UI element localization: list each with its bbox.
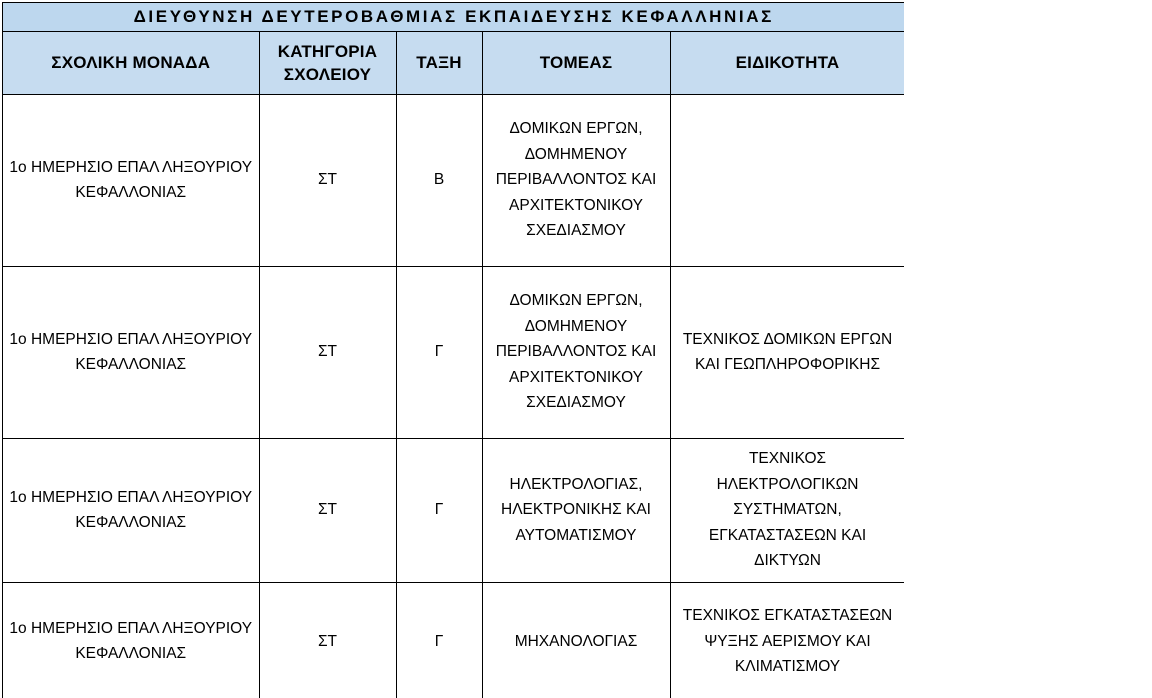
cell-specialty[interactable]: ΤΕΧΝΙΚΟΣ ΔΟΜΙΚΩΝ ΕΡΓΩΝ ΚΑΙ ΓΕΩΠΛΗΡΟΦΟΡΙΚΗΣ xyxy=(670,266,904,438)
cell-sector[interactable]: ΔΟΜΙΚΩΝ ΕΡΓΩΝ, ΔΟΜΗΜΕΝΟΥ ΠΕΡΙΒΑΛΛΟΝΤΟΣ ΚΑΙ ΑΡΧΙΤΕΚΤΟΝΙΚΟΥ ΣΧΕΔΙΑΣΜΟΥ xyxy=(482,94,670,266)
header-sector[interactable]: ΤΟΜΕΑΣ xyxy=(482,31,670,94)
cell-school[interactable]: 1ο ΗΜΕΡΗΣΙΟ ΕΠΑΛ ΛΗΞΟΥΡΙΟΥ ΚΕΦΑΛΛΟΝΙΑΣ xyxy=(3,582,259,698)
header-class[interactable]: ΤΑΞΗ xyxy=(396,31,482,94)
table-row xyxy=(3,94,904,266)
cell-specialty[interactable] xyxy=(670,94,904,266)
header-specialty[interactable]: ΕΙΔΙΚΟΤΗΤΑ xyxy=(670,31,904,94)
cell-sector[interactable]: ΗΛΕΚΤΡΟΛΟΓΙΑΣ, ΗΛΕΚΤΡΟΝΙΚΗΣ ΚΑΙ ΑΥΤΟΜΑΤΙΣΜΟΥ xyxy=(482,438,670,582)
cell-class[interactable]: Β xyxy=(396,94,482,266)
table-title[interactable]: ΔΙΕΥΘΥΝΣΗ ΔΕΥΤΕΡΟΒΑΘΜΙΑΣ ΕΚΠΑΙΔΕΥΣΗΣ ΚΕΦΑΛΛΗΝΙΑΣ xyxy=(3,3,904,31)
cell-school[interactable]: 1ο ΗΜΕΡΗΣΙΟ ΕΠΑΛ ΛΗΞΟΥΡΙΟΥ ΚΕΦΑΛΛΟΝΙΑΣ xyxy=(3,266,259,438)
header-row xyxy=(3,31,904,94)
cell-sector[interactable]: ΔΟΜΙΚΩΝ ΕΡΓΩΝ, ΔΟΜΗΜΕΝΟΥ ΠΕΡΙΒΑΛΛΟΝΤΟΣ ΚΑΙ ΑΡΧΙΤΕΚΤΟΝΙΚΟΥ ΣΧΕΔΙΑΣΜΟΥ xyxy=(482,266,670,438)
spreadsheet-table-container xyxy=(2,2,904,698)
header-school[interactable]: ΣΧΟΛΙΚΗ ΜΟΝΑΔΑ xyxy=(3,31,259,94)
table-row xyxy=(3,438,904,582)
cell-school[interactable]: 1ο ΗΜΕΡΗΣΙΟ ΕΠΑΛ ΛΗΞΟΥΡΙΟΥ ΚΕΦΑΛΛΟΝΙΑΣ xyxy=(3,94,259,266)
cell-specialty[interactable]: ΤΕΧΝΙΚΟΣ ΕΓΚΑΤΑΣΤΑΣΕΩΝ ΨΥΞΗΣ ΑΕΡΙΣΜΟΥ ΚΑΙ ΚΛΙΜΑΤΙΣΜΟΥ xyxy=(670,582,904,698)
table-row xyxy=(3,582,904,698)
table-row xyxy=(3,266,904,438)
header-category[interactable]: ΚΑΤΗΓΟΡΙΑ ΣΧΟΛΕΙΟΥ xyxy=(259,31,396,94)
cell-category[interactable]: ΣΤ xyxy=(259,582,396,698)
cell-specialty[interactable]: ΤΕΧΝΙΚΟΣ ΗΛΕΚΤΡΟΛΟΓΙΚΩΝ ΣΥΣΤΗΜΑΤΩΝ, ΕΓΚΑΤΑΣΤΑΣΕΩΝ ΚΑΙ ΔΙΚΤΥΩΝ xyxy=(670,438,904,582)
title-row xyxy=(3,3,904,31)
cell-school[interactable]: 1ο ΗΜΕΡΗΣΙΟ ΕΠΑΛ ΛΗΞΟΥΡΙΟΥ ΚΕΦΑΛΛΟΝΙΑΣ xyxy=(3,438,259,582)
cell-category[interactable]: ΣΤ xyxy=(259,266,396,438)
cell-category[interactable]: ΣΤ xyxy=(259,94,396,266)
cell-sector[interactable]: ΜΗΧΑΝΟΛΟΓΙΑΣ xyxy=(482,582,670,698)
cell-category[interactable]: ΣΤ xyxy=(259,438,396,582)
cell-class[interactable]: Γ xyxy=(396,582,482,698)
cell-class[interactable]: Γ xyxy=(396,438,482,582)
cell-class[interactable]: Γ xyxy=(396,266,482,438)
schools-table xyxy=(3,3,904,698)
